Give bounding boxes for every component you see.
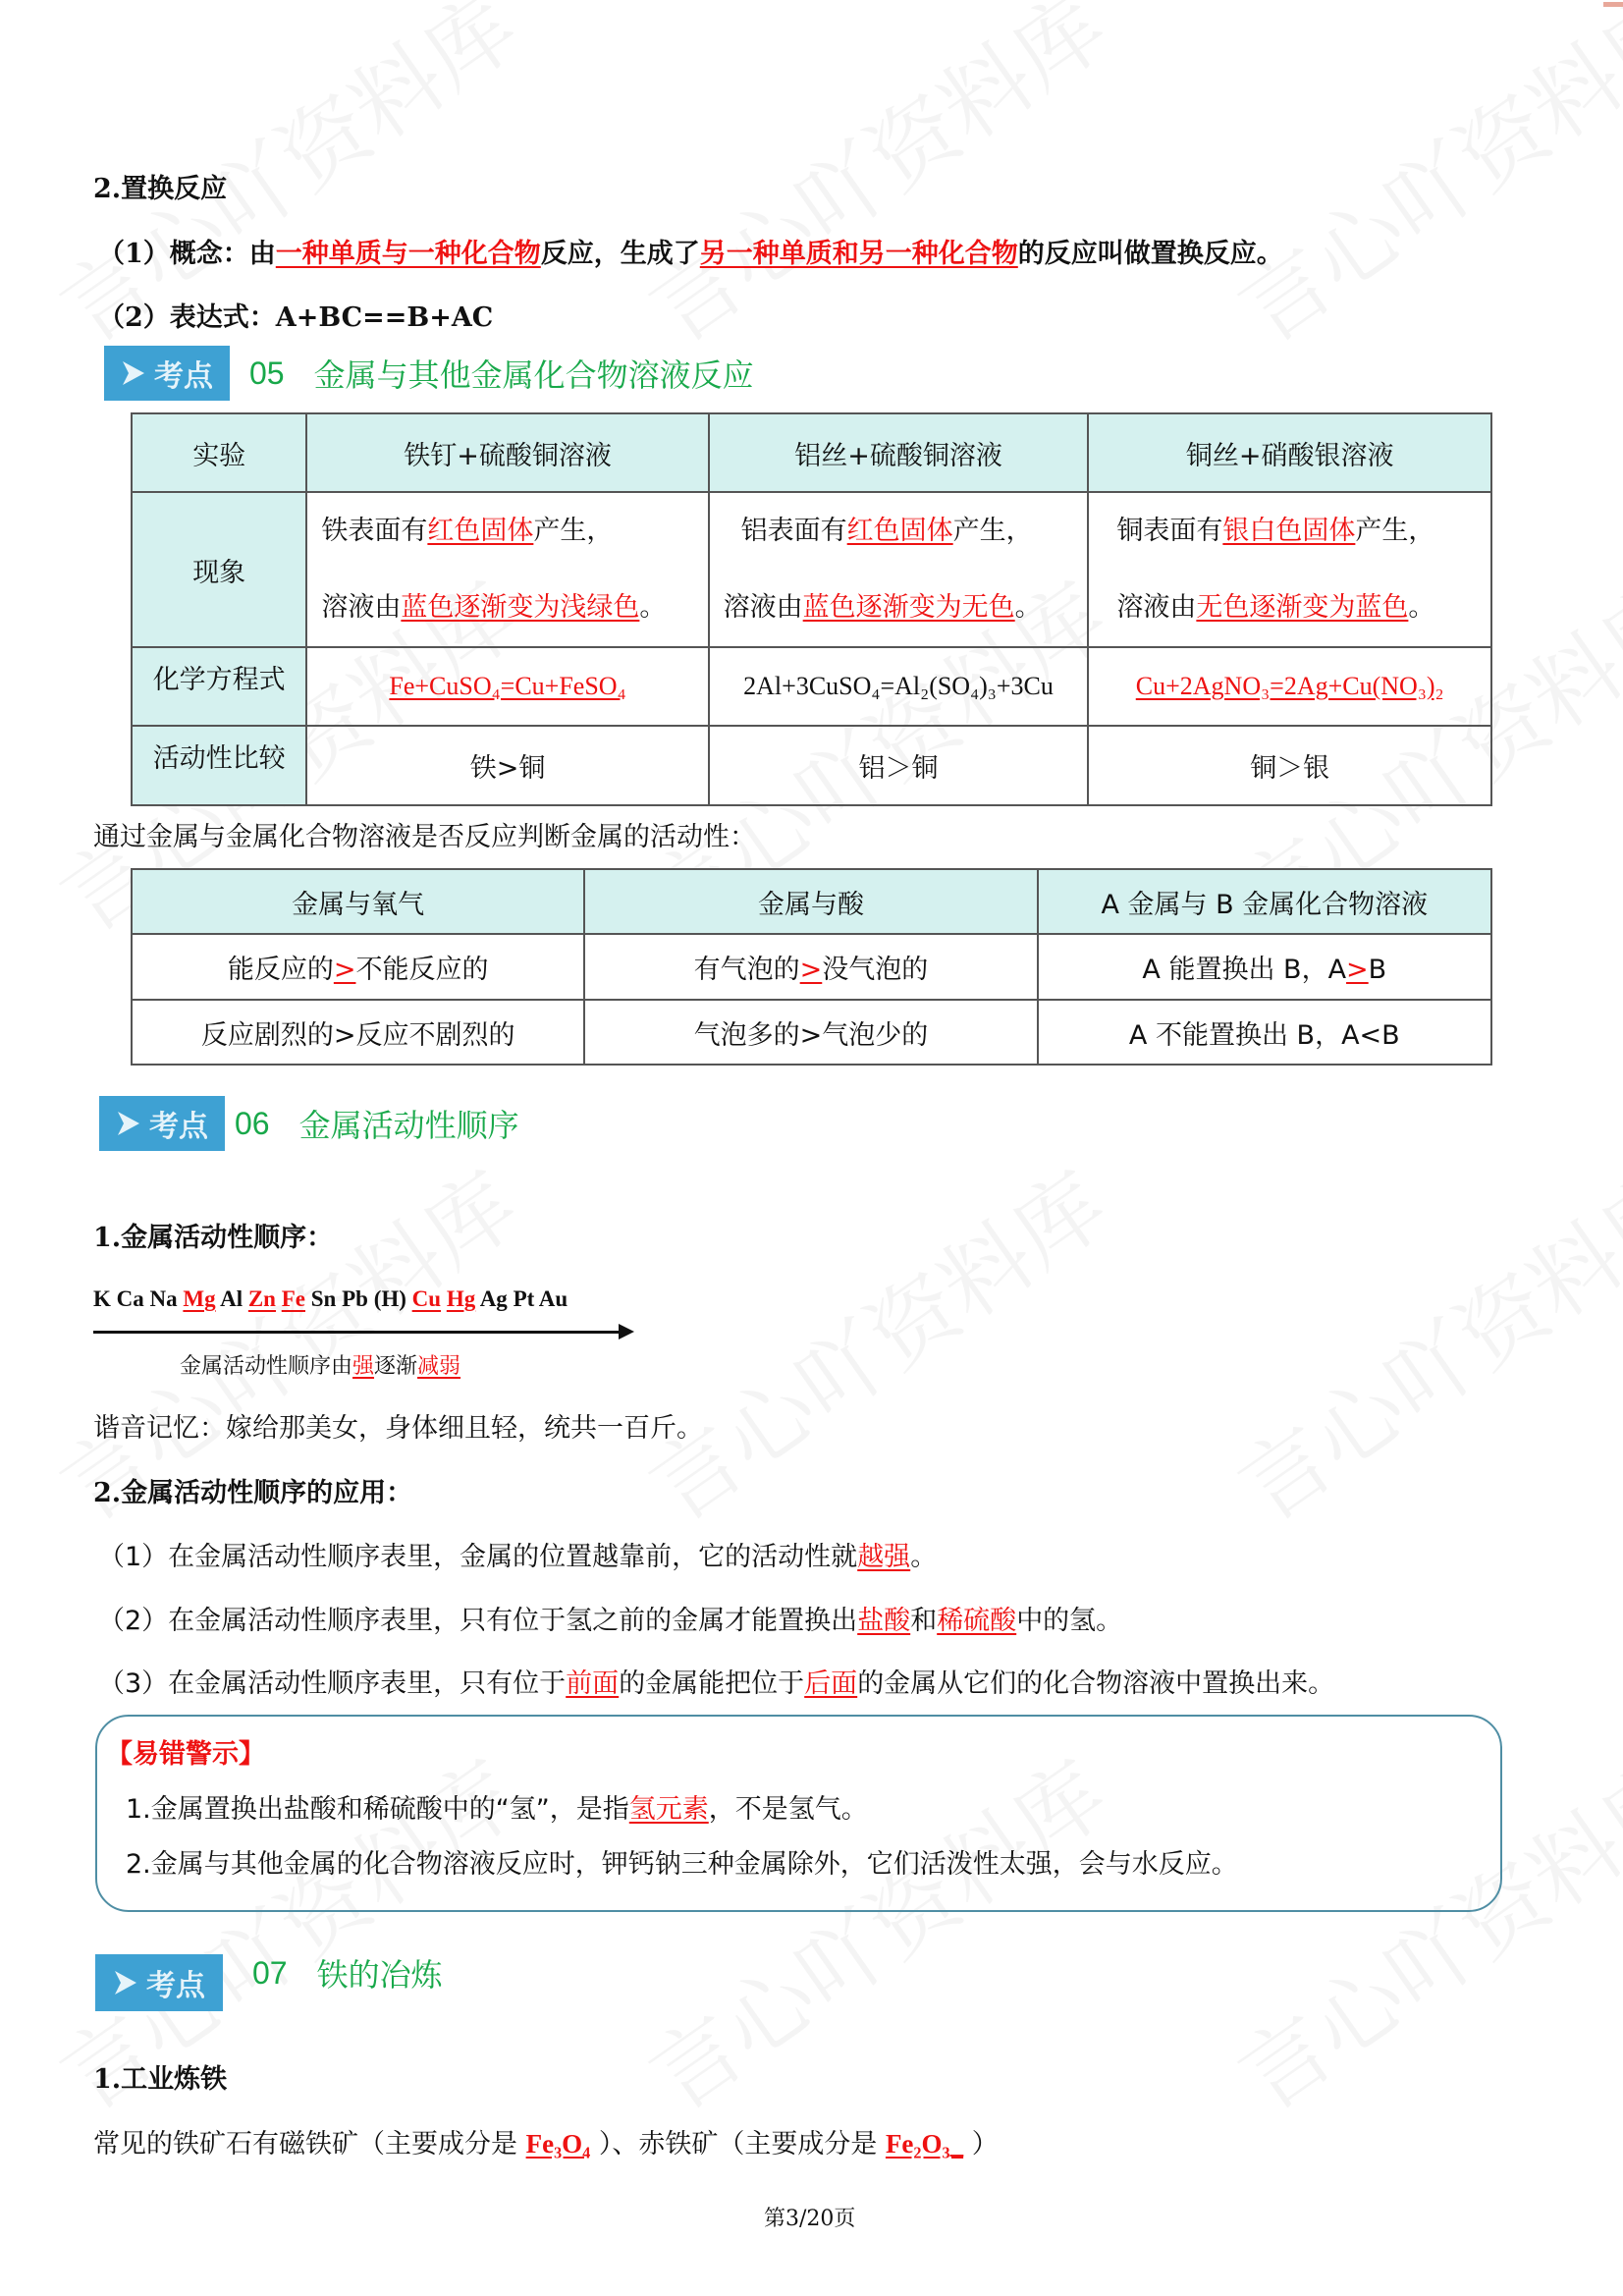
metal-symbol: Pt xyxy=(513,1286,535,1311)
table-header-row xyxy=(132,413,1491,492)
table-cell: A 不能置换出 B，A<B xyxy=(1038,1000,1491,1065)
text: （2）在金属活动性顺序表里，只有位于氢之前的金属才能置换出 xyxy=(98,1606,858,1636)
text: 铁表面有 xyxy=(321,516,428,546)
application-item xyxy=(98,1605,1122,1638)
metal-symbol: (H) xyxy=(373,1286,406,1311)
highlight: > xyxy=(1346,955,1369,985)
watermark xyxy=(1210,0,1623,366)
table-header-cell: 实验 xyxy=(132,413,306,492)
series-caption xyxy=(180,1349,460,1380)
table-header-cell: 铝丝+硫酸铜溶液 xyxy=(709,413,1089,492)
text: 没气泡的 xyxy=(822,955,929,985)
text: 的金属能把位于 xyxy=(619,1668,805,1699)
applications-heading: 2.金属活动性顺序的应用： xyxy=(93,1478,413,1508)
warning-line: 2.金属与其他金属的化合物溶液反应时，钾钙钠三种金属除外，它们活泼性太强，会与水反应。 xyxy=(126,1849,1238,1880)
metal-symbol: K xyxy=(93,1286,111,1311)
expression-line: （2）表达式：A+BC==B+AC xyxy=(98,302,494,333)
phenomenon-cell xyxy=(709,492,1089,647)
metal-symbol: Hg xyxy=(446,1286,476,1311)
activity-cell: 铜＞银 xyxy=(1088,726,1491,805)
kaodian-number: 05 xyxy=(249,355,285,391)
highlight: 无色逐渐变为蓝色 xyxy=(1196,592,1409,623)
activity-judgement-table xyxy=(131,868,1492,1066)
chevron-right-icon xyxy=(121,359,146,387)
text: 逐渐 xyxy=(374,1354,418,1379)
concept-highlight: 另一种单质和另一种化合物 xyxy=(699,239,1018,269)
badge-label: 考点 xyxy=(154,359,213,394)
highlight: Fe₃O₄ xyxy=(525,2129,591,2159)
text: 产生， xyxy=(1355,516,1435,546)
highlight: 越强 xyxy=(857,1542,911,1572)
badge-label: 考点 xyxy=(149,1110,208,1144)
metal-symbol: Sn xyxy=(310,1286,337,1311)
metal-symbol: Ca xyxy=(116,1286,144,1311)
activity-cell: 铝＞铜 xyxy=(709,726,1089,805)
concept-suffix: 的反应叫做置换反应。 xyxy=(1017,239,1283,269)
kaodian-title: 铁的冶炼 xyxy=(316,1956,443,1994)
text: 。 xyxy=(1408,592,1435,623)
table-header-cell: 铁钉+硫酸铜溶液 xyxy=(306,413,708,492)
text: 铝表面有 xyxy=(740,516,847,546)
highlight: 红色固体 xyxy=(427,516,534,546)
table-row xyxy=(132,1000,1491,1065)
corner-mark xyxy=(1603,2,1623,7)
kaodian-title: 金属活动性顺序 xyxy=(298,1107,519,1144)
kaodian-title: 金属与其他金属化合物溶液反应 xyxy=(313,356,754,394)
highlight: > xyxy=(799,955,823,985)
metal-symbol: Pb xyxy=(342,1286,368,1311)
text: 。 xyxy=(639,592,667,623)
text: 。 xyxy=(1014,592,1042,623)
text: 有气泡的 xyxy=(693,955,800,985)
text: 和 xyxy=(910,1606,938,1636)
equation: Cu+2AgNO₃=2Ag+Cu(NO₃)₂ xyxy=(1135,672,1444,700)
row-label: 活动性比较 xyxy=(132,726,306,805)
activity-series-heading: 1.金属活动性顺序： xyxy=(93,1223,334,1253)
highlight: 蓝色逐渐变为无色 xyxy=(802,592,1015,623)
metal-symbol: Au xyxy=(538,1286,568,1311)
watermark xyxy=(1210,1136,1623,1545)
phenomenon-cell xyxy=(1088,492,1491,647)
iron-heading: 1.工业炼铁 xyxy=(93,2064,228,2095)
table2-intro: 通过金属与金属化合物溶液是否反应判断金属的活动性： xyxy=(93,822,756,852)
highlight: 银白色固体 xyxy=(1222,516,1356,546)
row-label: 化学方程式 xyxy=(132,647,306,726)
equation: Fe+CuSO₄=Cu+FeSO₄ xyxy=(389,672,626,700)
watermark xyxy=(621,0,1128,366)
mnemonic: 谐音记忆：嫁给那美女，身体细且轻，统共一百斤。 xyxy=(93,1413,703,1444)
text: 产生， xyxy=(533,516,614,546)
metal-symbol: Fe xyxy=(281,1286,305,1311)
table-cell xyxy=(1038,934,1491,1000)
metal-symbol: Ag xyxy=(479,1286,508,1311)
text: 。 xyxy=(910,1542,938,1572)
table-cell: 反应剧烈的>反应不剧烈的 xyxy=(132,1000,584,1065)
metal-symbol: Zn xyxy=(247,1286,276,1311)
concept-prefix: （1）概念：由 xyxy=(98,239,276,269)
arrow-head-icon xyxy=(619,1324,634,1339)
text: 溶液由 xyxy=(321,592,402,623)
metal-list xyxy=(93,1286,568,1311)
table-header-cell: A 金属与 B 金属化合物溶液 xyxy=(1038,869,1491,934)
text: ）、赤铁矿（主要成分是 xyxy=(590,2129,886,2159)
text: A 能置换出 B，A xyxy=(1142,955,1347,985)
highlight: 后面 xyxy=(804,1668,858,1699)
table-row xyxy=(132,726,1491,805)
text: 不能反应的 xyxy=(355,955,489,985)
concept-line xyxy=(98,238,1283,271)
text: （1）在金属活动性顺序表里，金属的位置越靠前，它的活动性就 xyxy=(98,1542,858,1572)
kaodian-number: 06 xyxy=(235,1105,270,1141)
highlight: > xyxy=(333,955,356,985)
text: 产生， xyxy=(952,516,1033,546)
highlight: 前面 xyxy=(566,1668,620,1699)
chevron-right-icon xyxy=(113,1969,138,1996)
experiment-table xyxy=(131,412,1492,806)
kaodian-number: 07 xyxy=(252,1954,288,1991)
concept-middle: 反应，生成了 xyxy=(540,239,700,269)
application-item xyxy=(98,1541,937,1574)
highlight: 蓝色逐渐变为浅绿色 xyxy=(401,592,640,623)
page-number: 第3/20页 xyxy=(764,2207,856,2231)
row-label: 现象 xyxy=(132,492,306,647)
phenomenon-cell xyxy=(306,492,708,647)
warning-title: 【易错警示】 xyxy=(106,1739,265,1770)
equation-cell xyxy=(1088,647,1491,726)
kaodian-header xyxy=(99,1096,519,1151)
iron-ores-line xyxy=(93,2127,999,2161)
table-cell: 气泡多的>气泡少的 xyxy=(584,1000,1037,1065)
highlight: 红色固体 xyxy=(846,516,953,546)
kaodian-header xyxy=(104,346,754,401)
table-header-cell: 铜丝+硝酸银溶液 xyxy=(1088,413,1491,492)
metal-symbol: Cu xyxy=(411,1286,442,1311)
text: 溶液由 xyxy=(1116,592,1197,623)
highlight: 盐酸 xyxy=(857,1606,911,1636)
table-header-cell: 金属与酸 xyxy=(584,869,1037,934)
highlight: 稀硫酸 xyxy=(937,1606,1017,1636)
equation-cell xyxy=(306,647,708,726)
highlight: 减弱 xyxy=(417,1354,461,1379)
table-cell xyxy=(584,934,1037,1000)
table-header-cell: 金属与氧气 xyxy=(132,869,584,934)
highlight: Fe₂O₃_ xyxy=(885,2129,964,2159)
kaodian-header xyxy=(95,1955,443,2010)
table-cell xyxy=(132,934,584,1000)
activity-cell: 铁>铜 xyxy=(306,726,708,805)
application-item xyxy=(98,1667,1334,1701)
section-heading: 2.置换反应 xyxy=(93,174,228,204)
text: ） xyxy=(963,2129,999,2159)
table-row xyxy=(132,934,1491,1000)
equation: 2Al+3CuSO₄=Al₂(SO₄)₃+3Cu xyxy=(743,672,1054,700)
metal-series xyxy=(93,1286,568,1312)
text: 中的氢。 xyxy=(1016,1606,1123,1636)
equation-cell xyxy=(709,647,1089,726)
text: （3）在金属活动性顺序表里，只有位于 xyxy=(98,1668,567,1699)
metal-symbol: Na xyxy=(149,1286,178,1311)
chevron-right-icon xyxy=(116,1110,141,1137)
metal-symbol: Al xyxy=(220,1286,243,1311)
text: 1.金属置换出盐酸和稀硫酸中的“氢”，是指 xyxy=(126,1794,629,1825)
kaodian-badge xyxy=(99,1096,225,1151)
table-row xyxy=(132,647,1491,726)
text: 的金属从它们的化合物溶液中置换出来。 xyxy=(857,1668,1335,1699)
highlight: 氢元素 xyxy=(628,1794,709,1825)
highlight: 强 xyxy=(352,1354,375,1379)
text: B xyxy=(1368,955,1387,985)
arrow-line xyxy=(93,1331,623,1334)
kaodian-badge xyxy=(95,1954,223,2011)
badge-label: 考点 xyxy=(146,1969,205,2003)
table-row xyxy=(132,492,1491,647)
kaodian-badge xyxy=(104,346,230,401)
text: 铜表面有 xyxy=(1116,516,1223,546)
metal-symbol: Mg xyxy=(183,1286,216,1311)
watermark xyxy=(621,1136,1128,1545)
text: 能反应的 xyxy=(227,955,334,985)
text: 常见的铁矿石有磁铁矿（主要成分是 xyxy=(93,2129,526,2159)
text: 金属活动性顺序由 xyxy=(180,1354,353,1379)
table-header-row xyxy=(132,869,1491,934)
text: ，不是氢气。 xyxy=(708,1794,868,1825)
concept-highlight: 一种单质与一种化合物 xyxy=(275,239,541,269)
warning-line xyxy=(126,1793,868,1827)
text: 溶液由 xyxy=(723,592,803,623)
